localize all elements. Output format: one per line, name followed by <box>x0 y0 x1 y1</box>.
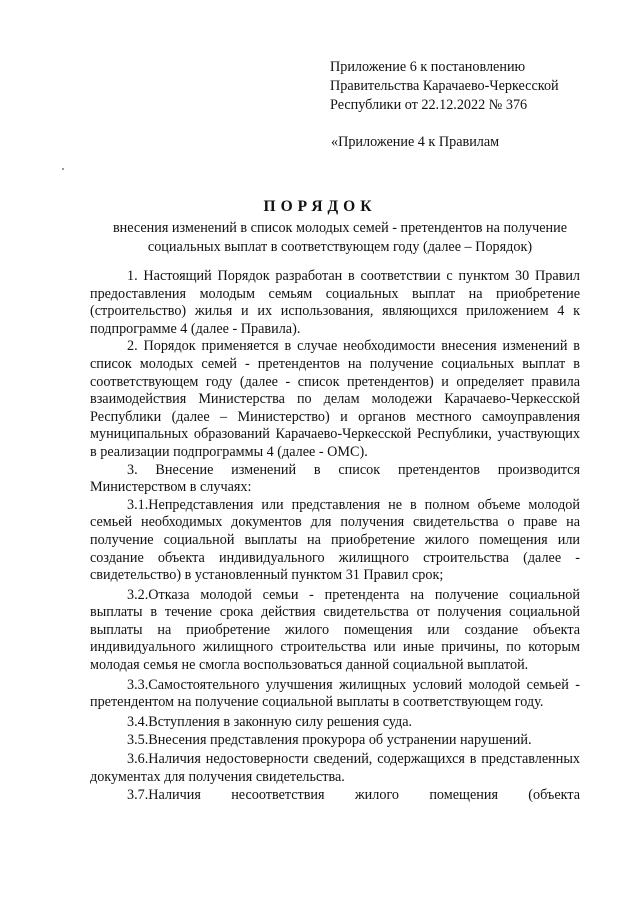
appendix-reference: «Приложение 4 к Правилам <box>331 134 500 150</box>
paragraph-1: 1. Настоящий Порядок разработан в соответствии с пунктом 30 Правил предоставления молодым семьям социальных выплат на приобретение (строительство) жилья и их использования, являющихся приложением 4 к подпрограмме 4 (далее - Правила). <box>90 268 580 337</box>
paragraph-3-6: 3.6.Наличия недостоверности сведений, содержащихся в представленных документах для получения свидетельства. <box>90 751 580 785</box>
appendix-line: Республики от 22.12.2022 № 376 <box>330 97 528 113</box>
paragraph-3-3: 3.3.Самостоятельного улучшения жилищных условий молодой семьей - претендентом на получение социальной выплаты в соответствующем году. <box>90 676 580 711</box>
document-subtitle: внесения изменений в список молодых семей - претендентов на получение социальных выплат в соответствующем году (далее – Порядок) <box>112 220 568 255</box>
scan-speck <box>62 168 64 170</box>
paragraph-3-1: 3.1.Непредставления или представления не в полном объеме молодой семьей необходимых документов для получения свидетельства о праве на получение социальной выплаты на приобретение жилого помещения или создание объекта индивидуального жилищного строительства (далее - свидетельство) в установленный пунктом 31 Правил срок; <box>90 496 580 584</box>
paragraph-3-2: 3.2.Отказа молодой семьи - претендента на получение социальной выплаты в течение срока действия свидетельства от получения социальной выплаты на приобретение жилого помещения или создание объекта индивидуального жилищного строительства или иные причины, по которым молодая семья не смогла воспользоваться данной социальной выплатой. <box>90 586 580 674</box>
paragraph-3-5: 3.5.Внесения представления прокурора об устранении нарушений. <box>127 732 532 749</box>
appendix-header <box>330 58 630 115</box>
paragraph-3: 3. Внесение изменений в список претендентов производится Министерством в случаях: <box>90 461 580 496</box>
paragraph-3-4: 3.4.Вступления в законную силу решения суда. <box>127 713 413 730</box>
document-title: ПОРЯДОК <box>263 198 377 215</box>
appendix-line: Приложение 6 к постановлению <box>330 59 526 75</box>
paragraph-3-7: 3.7.Наличия несоответствия жилого помещения (объекта <box>127 787 580 804</box>
appendix-line: Правительства Карачаево-Черкесской <box>330 78 559 94</box>
paragraph-2: 2. Порядок применяется в случае необходимости внесения изменений в список молодых семей - претендентов на получение социальных выплат в соответствующем году (далее - список претендентов) и определяет правила взаимодействия Министерства по делам молодежи Карачаево-Черкесской Республики (далее – Министерство) и органов местного самоуправления муниципальных образований Карачаево-Черкесской Республики, участвующих в реализации подпрограммы 4 (далее - ОМС). <box>90 338 580 460</box>
document-body <box>90 268 580 805</box>
